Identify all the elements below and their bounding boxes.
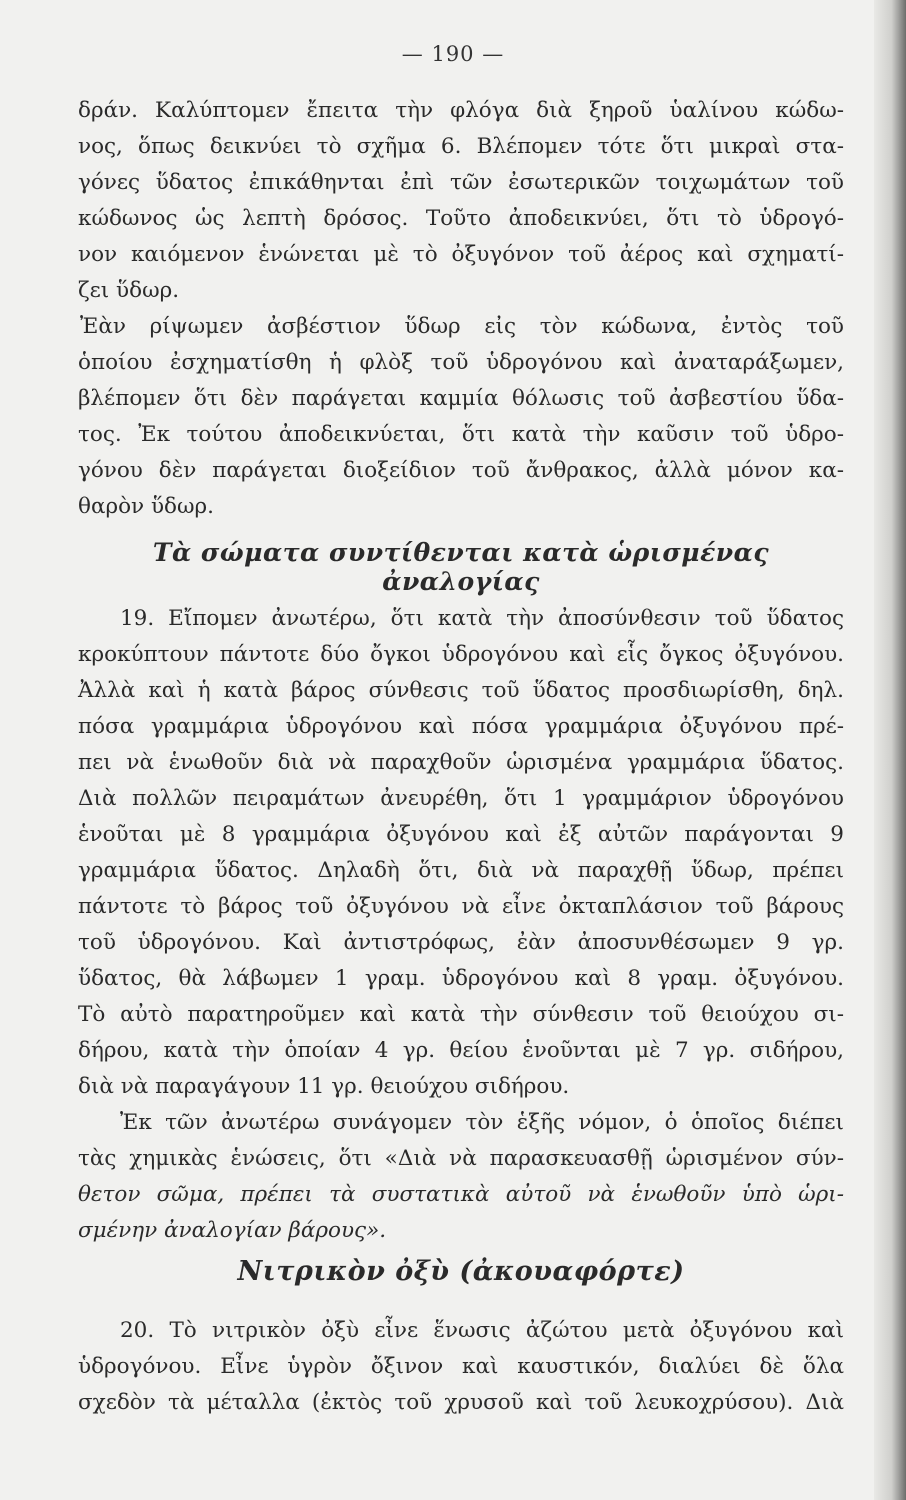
- text-line: τὰς χημικὰς ἑνώσεις, ὅτι «Διὰ νὰ παρασκευασθῇ ὡρισμένον σύν-: [78, 1146, 844, 1171]
- text-line: γόνες ὕδατος ἐπικάθηνται ἐπὶ τῶν ἐσωτερικῶν τοιχωμάτων τοῦ: [78, 170, 844, 195]
- text-line: ἑνοῦται μὲ 8 γραμμάρια ὀξυγόνου καὶ ἐξ αὐτῶν παράγονται 9: [78, 822, 844, 847]
- text-line: ὕδατος, θὰ λάβωμεν 1 γραμ. ὑδρογόνου καὶ 8 γραμ. ὀξυγόνου.: [78, 966, 844, 991]
- text-line: γόνου δὲν παράγεται διοξείδιον τοῦ ἄνθρακος, ἀλλὰ μόνον κα-: [78, 458, 844, 483]
- text-line: ζει ὕδωρ.: [78, 278, 180, 303]
- text-line: Ἐὰν ρίψωμεν ἀσβέστιον ὕδωρ εἰς τὸν κώδωνα, ἐντὸς τοῦ: [80, 314, 844, 339]
- text-line: 19. Εἴπομεν ἀνωτέρω, ὅτι κατὰ τὴν ἀποσύνθεσιν τοῦ ὕδατος: [120, 606, 844, 631]
- text-line: δήρου, κατὰ τὴν ὁποίαν 4 γρ. θείου ἑνοῦνται μὲ 7 γρ. σιδήρου,: [78, 1038, 844, 1063]
- section-heading: Νιτρικὸν ὀξὺ (ἀκουαφόρτε): [237, 1256, 685, 1287]
- text-line: σμένην ἀναλογίαν βάρους».: [78, 1218, 387, 1243]
- text-line: Ἀλλὰ καὶ ἡ κατὰ βάρος σύνθεσις τοῦ ὕδατος προσδιωρίσθη, δηλ.: [78, 678, 844, 703]
- text-line: θαρὸν ὕδωρ.: [78, 494, 214, 519]
- text-line: θετον σῶμα, πρέπει τὰ συστατικὰ αὐτοῦ νὰ ἑνωθοῦν ὑπὸ ὡρι-: [78, 1182, 844, 1207]
- text-line: γραμμάρια ὕδατος. Δηλαδὴ ὅτι, διὰ νὰ παραχθῇ ὕδωρ, πρέπει: [78, 858, 844, 883]
- text-line: 20. Τὸ νιτρικὸν ὀξὺ εἶνε ἕνωσις ἀζώτου μετὰ ὀξυγόνου καὶ: [120, 1318, 844, 1343]
- text-line: νος, ὅπως δεικνύει τὸ σχῆμα 6. Βλέπομεν τότε ὅτι μικραὶ στα-: [78, 134, 844, 159]
- text-line: τοῦ ὑδρογόνου. Καὶ ἀντιστρόφως, ἐὰν ἀποσυνθέσωμεν 9 γρ.: [78, 930, 844, 955]
- text-line: νον καιόμενον ἑνώνεται μὲ τὸ ὀξυγόνον τοῦ ἀέρος καὶ σχηματί-: [78, 242, 844, 267]
- page-number: — 190 —: [401, 42, 505, 66]
- text-line: πόσα γραμμάρια ὑδρογόνου καὶ πόσα γραμμάρια ὀξυγόνου πρέ-: [78, 714, 844, 739]
- page-binding-edge: [874, 0, 906, 1500]
- text-line: τος. Ἐκ τούτου ἀποδεικνύεται, ὅτι κατὰ τὴν καῦσιν τοῦ ὑδρο-: [78, 422, 844, 447]
- text-line: πει νὰ ἑνωθοῦν διὰ νὰ παραχθοῦν ὡρισμένα γραμμάρια ὕδατος.: [78, 750, 844, 775]
- text-line: κροκύπτουν πάντοτε δύο ὄγκοι ὑδρογόνου καὶ εἷς ὄγκος ὀξυγόνου.: [78, 642, 844, 667]
- text-line: βλέπομεν ὅτι δὲν παράγεται καμμία θόλωσις τοῦ ἀσβεστίου ὕδα-: [78, 386, 844, 411]
- text-line: διὰ νὰ παραγάγουν 11 γρ. θειούχου σιδήρου.: [78, 1074, 570, 1099]
- text-line: πάντοτε τὸ βάρος τοῦ ὀξυγόνου νὰ εἶνε ὀκταπλάσιον τοῦ βάρους: [78, 894, 844, 919]
- text-line: σχεδὸν τὰ μέταλλα (ἐκτὸς τοῦ χρυσοῦ καὶ τοῦ λευκοχρύσου). Διὰ: [78, 1390, 844, 1415]
- text-line: Τὸ αὐτὸ παρατηροῦμεν καὶ κατὰ τὴν σύνθεσιν τοῦ θειούχου σι-: [78, 1002, 844, 1027]
- text-line: κώδωνος ὡς λεπτὴ δρόσος. Τοῦτο ἀποδεικνύει, ὅτι τὸ ὑδρογό-: [78, 206, 844, 231]
- text-line: ὁποίου ἐσχηματίσθη ἡ φλὸξ τοῦ ὑδρογόνου καὶ ἀναταράξωμεν,: [78, 350, 844, 375]
- text-line: δράν. Καλύπτομεν ἔπειτα τὴν φλόγα διὰ ξηροῦ ὑαλίνου κώδω-: [78, 98, 844, 123]
- section-heading: Τὰ σώματα συντίθενται κατὰ ὡρισμένας ἀναλογίας: [152, 538, 770, 596]
- text-line: Διὰ πολλῶν πειραμάτων ἀνευρέθη, ὅτι 1 γραμμάριον ὑδρογόνου: [78, 786, 844, 811]
- text-line: ὑδρογόνου. Εἶνε ὑγρὸν ὄξινον καὶ καυστικόν, διαλύει δὲ ὅλα: [78, 1354, 844, 1379]
- text-line: Ἐκ τῶν ἀνωτέρω συνάγομεν τὸν ἑξῆς νόμον, ὁ ὁποῖος διέπει: [120, 1110, 844, 1135]
